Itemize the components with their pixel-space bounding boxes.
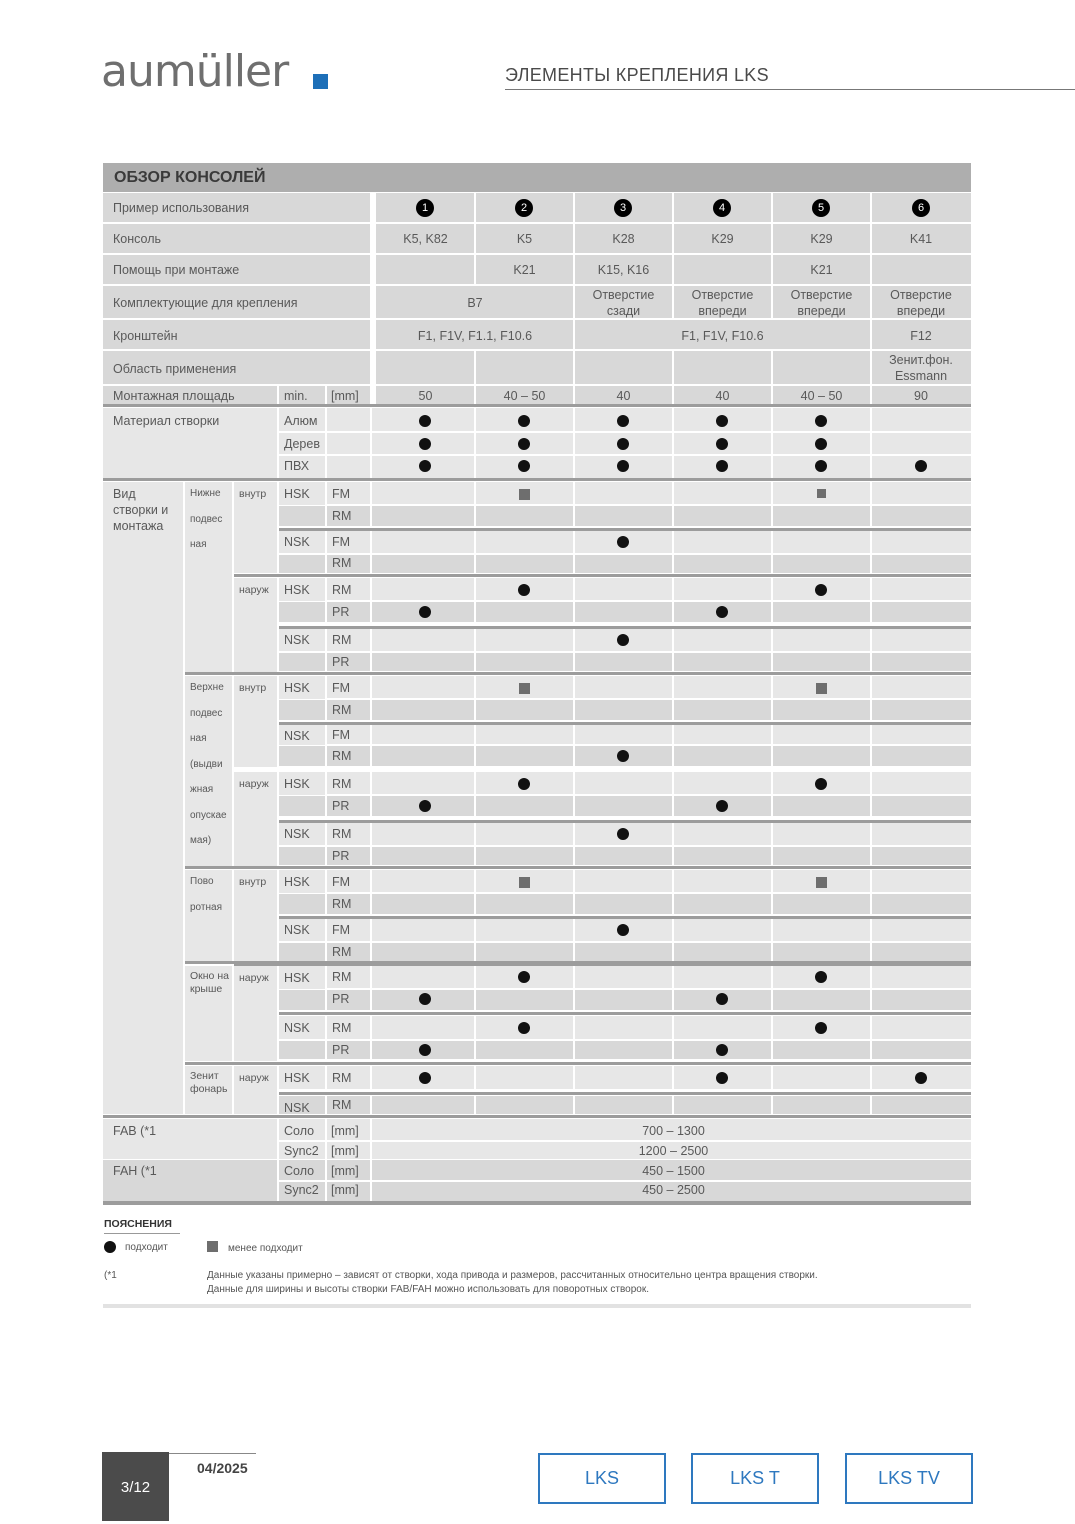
sub-type-label: PR bbox=[332, 605, 350, 619]
row-divider bbox=[327, 988, 971, 990]
suitable-dot-icon bbox=[518, 971, 530, 983]
mount-side-label: наруж bbox=[239, 778, 269, 790]
mount-side-label: наруж bbox=[239, 972, 269, 984]
suitable-dot-icon bbox=[915, 460, 927, 472]
fastening-value: Отверстие впереди bbox=[890, 288, 952, 318]
sensor-type-label: NSK bbox=[284, 1101, 310, 1115]
mounting-area-value: 40 bbox=[616, 389, 631, 403]
nav-button-lks-tv[interactable]: LKS TV bbox=[845, 1453, 973, 1504]
footnote-mark: (*1 bbox=[104, 1270, 117, 1281]
suitable-dot-icon bbox=[815, 1022, 827, 1034]
column-divider bbox=[573, 408, 575, 478]
nav-button-lks-t[interactable]: LKS T bbox=[691, 1453, 819, 1504]
suitable-dot-icon bbox=[815, 438, 827, 450]
application-value: Зенит.фон. Essmann bbox=[889, 353, 953, 383]
column-divider bbox=[771, 408, 773, 478]
row-separator bbox=[279, 528, 971, 531]
suitable-dot-icon bbox=[419, 1044, 431, 1056]
sensor-type-label: HSK bbox=[284, 1071, 310, 1085]
sensor-type-label: NSK bbox=[284, 729, 310, 743]
row-divider bbox=[327, 698, 971, 700]
section-title-text: ОБЗОР КОНСОЛЕЙ bbox=[114, 169, 266, 186]
bracket-value: F12 bbox=[910, 329, 932, 343]
less-suitable-square-icon bbox=[816, 683, 827, 694]
row-label-sash-material: Материал створки bbox=[113, 414, 220, 428]
suitable-dot-icon bbox=[815, 460, 827, 472]
less-suitable-square-icon bbox=[519, 489, 530, 500]
example-number-6-icon: 6 bbox=[912, 199, 930, 217]
row-separator bbox=[185, 1062, 971, 1065]
legend-underline bbox=[104, 1233, 180, 1234]
column-divider bbox=[325, 386, 327, 404]
row-separator bbox=[279, 916, 971, 919]
console-value: K41 bbox=[909, 232, 933, 246]
mounting-area-value: 40 – 50 bbox=[503, 389, 546, 403]
column-divider bbox=[277, 1119, 279, 1201]
mount-side-label: наруж bbox=[239, 1072, 269, 1084]
suitable-dot-icon bbox=[815, 971, 827, 983]
bracket-value: F1, F1V, F1.1, F10.6 bbox=[417, 329, 533, 343]
sub-type-label: RM bbox=[332, 583, 352, 597]
sub-type-label: RM bbox=[332, 970, 352, 984]
mount-side-label: внутр bbox=[239, 682, 267, 694]
less-suitable-square-icon bbox=[816, 877, 827, 888]
fastening-b7: B7 bbox=[467, 296, 483, 310]
row-divider bbox=[279, 431, 971, 433]
sash-material-item: Дерев bbox=[284, 437, 320, 451]
suitable-dot-icon bbox=[518, 460, 530, 472]
row-divider bbox=[279, 454, 971, 456]
example-number-4-icon: 4 bbox=[713, 199, 731, 217]
column-divider bbox=[325, 408, 327, 478]
column-divider bbox=[370, 408, 372, 478]
fastening-value: Отверстие впереди bbox=[790, 288, 853, 318]
sensor-type-label: NSK bbox=[284, 923, 310, 937]
row-divider bbox=[103, 384, 971, 386]
console-value: K28 bbox=[612, 232, 635, 246]
suitable-dot-icon bbox=[815, 415, 827, 427]
fah-solo-label: Соло bbox=[284, 1164, 315, 1178]
suitable-dot-icon bbox=[716, 415, 728, 427]
fab-unit: [mm] bbox=[331, 1124, 359, 1138]
row-divider bbox=[327, 553, 971, 555]
fah-unit: [mm] bbox=[331, 1183, 359, 1197]
document-title: ЭЛЕМЕНТЫ КРЕПЛЕНИЯ LKS bbox=[505, 65, 769, 85]
console-value: K5, K82 bbox=[403, 232, 448, 246]
sub-type-label: FM bbox=[332, 728, 351, 742]
brand-logo: aumüller bbox=[101, 46, 289, 97]
group-label-2: Верхне подвес ная (выдви жная опускае мая) bbox=[190, 682, 227, 846]
row-divider bbox=[327, 892, 971, 894]
column-divider bbox=[325, 1119, 327, 1201]
row-divider bbox=[279, 1140, 971, 1142]
fab-solo-value: 700 – 1300 bbox=[642, 1124, 705, 1138]
suitable-dot-icon bbox=[419, 1072, 431, 1084]
row-divider bbox=[103, 349, 971, 351]
sub-type-label: PR bbox=[332, 849, 350, 863]
row-label-example: Пример использования bbox=[113, 201, 250, 215]
row-separator bbox=[234, 574, 971, 577]
row-separator bbox=[279, 722, 971, 725]
row-divider bbox=[327, 1039, 971, 1041]
suitable-dot-icon bbox=[419, 415, 431, 427]
sensor-type-label: HSK bbox=[284, 777, 310, 791]
bottom-rule bbox=[103, 1304, 971, 1308]
sub-type-label: PR bbox=[332, 799, 350, 813]
fastening-value: Отверстие сзади bbox=[592, 288, 655, 318]
row-label-console: Консоль bbox=[113, 232, 162, 246]
suitable-dot-icon bbox=[716, 1072, 728, 1084]
row-divider bbox=[327, 845, 971, 847]
row-separator bbox=[185, 672, 971, 675]
sensor-type-label: NSK bbox=[284, 1021, 310, 1035]
column-divider bbox=[870, 408, 872, 478]
mounting-area-value: 50 bbox=[418, 389, 433, 403]
sub-type-label: FM bbox=[332, 875, 351, 889]
sensor-type-label: HSK bbox=[284, 875, 310, 889]
sub-type-label: FM bbox=[332, 535, 351, 549]
fab-unit: [mm] bbox=[331, 1144, 359, 1158]
suitable-dot-icon bbox=[617, 750, 629, 762]
column-divider bbox=[277, 408, 279, 478]
row-separator bbox=[103, 404, 971, 407]
row-label-fastening: Комплектующие для крепления bbox=[113, 296, 298, 310]
suitable-dot-icon bbox=[617, 536, 629, 548]
suitable-dot-icon bbox=[419, 438, 431, 450]
fah-sync-value: 450 – 2500 bbox=[642, 1183, 705, 1197]
row-separator bbox=[279, 1092, 971, 1095]
section-title bbox=[103, 163, 971, 192]
column-divider bbox=[183, 482, 185, 1114]
fastening-value: Отверстие впереди bbox=[691, 288, 754, 318]
column-divider bbox=[771, 286, 773, 319]
example-number-1-icon: 1 bbox=[416, 199, 434, 217]
suitable-dot-icon bbox=[617, 924, 629, 936]
mounting-aid-value: K21 bbox=[513, 263, 536, 277]
console-value: K29 bbox=[711, 232, 734, 246]
sub-type-label: RM bbox=[332, 945, 352, 959]
row-separator bbox=[185, 961, 971, 964]
suitable-dot-icon bbox=[419, 606, 431, 618]
suitable-dot-icon bbox=[617, 438, 629, 450]
row-label-mounting-area: Монтажная площадь bbox=[113, 389, 235, 403]
suitable-dot-icon bbox=[104, 1241, 116, 1253]
suitable-dot-icon bbox=[716, 460, 728, 472]
mounting-area-value: 40 – 50 bbox=[800, 389, 843, 403]
suitable-dot-icon bbox=[518, 584, 530, 596]
suitable-dot-icon bbox=[915, 1072, 927, 1084]
row-separator bbox=[279, 820, 971, 823]
mounting-aid-value: K15, K16 bbox=[597, 263, 650, 277]
example-number-2-icon: 2 bbox=[515, 199, 533, 217]
sub-type-label: RM bbox=[332, 777, 352, 791]
row-label-application: Область применения bbox=[113, 362, 237, 376]
suitable-dot-icon bbox=[419, 993, 431, 1005]
fab-label: FAB (*1 bbox=[113, 1124, 157, 1138]
group-label-4: Окно на крыше bbox=[190, 970, 229, 995]
sub-type-label: RM bbox=[332, 827, 352, 841]
console-value: K5 bbox=[516, 232, 533, 246]
sash-material-item: ПВХ bbox=[284, 459, 310, 473]
fah-solo-value: 450 – 1500 bbox=[642, 1164, 705, 1178]
sub-type-label: RM bbox=[332, 556, 352, 570]
nav-button-lks[interactable]: LKS bbox=[538, 1453, 666, 1504]
column-divider bbox=[672, 408, 674, 478]
mount-side-label: внутр bbox=[239, 488, 267, 500]
sub-type-label: RM bbox=[332, 633, 352, 647]
mount-side-label: внутр bbox=[239, 876, 267, 888]
sensor-type-label: HSK bbox=[284, 487, 310, 501]
column-divider bbox=[277, 386, 279, 404]
group-label-5: Зенит фонарь bbox=[190, 1070, 228, 1095]
row-divider bbox=[327, 941, 971, 943]
row-divider bbox=[327, 504, 971, 506]
mounting-area-value: 40 bbox=[715, 389, 730, 403]
group-label-1: Нижне подвес ная bbox=[190, 488, 223, 550]
legend-title: ПОЯСНЕНИЯ bbox=[104, 1218, 172, 1230]
suitable-dot-icon bbox=[518, 1022, 530, 1034]
sub-type-label: FM bbox=[332, 487, 351, 501]
less-suitable-square-icon bbox=[519, 683, 530, 694]
less-suitable-square-icon bbox=[207, 1241, 218, 1252]
legend-less-suitable: менее подходит bbox=[228, 1243, 303, 1254]
mounting-area-min: min. bbox=[284, 389, 308, 403]
fah-label: FAH (*1 bbox=[113, 1164, 157, 1178]
less-suitable-square-icon bbox=[519, 877, 530, 888]
sash-material-item: Алюм bbox=[284, 414, 318, 428]
suitable-dot-icon bbox=[815, 778, 827, 790]
row-separator bbox=[103, 1115, 971, 1118]
sub-type-label: PR bbox=[332, 1043, 350, 1057]
column-divider bbox=[870, 286, 872, 319]
suitable-dot-icon bbox=[617, 634, 629, 646]
row-divider bbox=[103, 222, 971, 224]
example-number-3-icon: 3 bbox=[614, 199, 632, 217]
title-underline bbox=[505, 89, 1075, 90]
sensor-type-label: NSK bbox=[284, 535, 310, 549]
column-divider bbox=[672, 286, 674, 319]
row-label-sash-type: Вид створки и монтажа bbox=[113, 487, 169, 533]
row-divider bbox=[327, 744, 971, 746]
fab-solo-label: Соло bbox=[284, 1124, 315, 1138]
suitable-dot-icon bbox=[716, 438, 728, 450]
suitable-dot-icon bbox=[716, 606, 728, 618]
row-separator bbox=[185, 866, 971, 869]
sub-type-label: RM bbox=[332, 703, 352, 717]
issue-date: 04/2025 bbox=[197, 1460, 248, 1476]
sensor-type-label: HSK bbox=[284, 681, 310, 695]
legend-suitable: подходит bbox=[125, 1242, 168, 1253]
row-label-bracket: Кронштейн bbox=[113, 329, 178, 343]
console-value: K29 bbox=[810, 232, 833, 246]
mounting-area-unit: [mm] bbox=[331, 389, 359, 403]
suitable-dot-icon bbox=[815, 584, 827, 596]
sub-type-label: FM bbox=[332, 923, 351, 937]
row-divider bbox=[103, 284, 971, 286]
group-label-3: Пово ротная bbox=[190, 876, 222, 913]
row-divider bbox=[327, 600, 971, 602]
suitable-dot-icon bbox=[518, 778, 530, 790]
fah-sync-label: Sync2 bbox=[284, 1183, 319, 1197]
sensor-type-label: HSK bbox=[284, 583, 310, 597]
suitable-dot-icon bbox=[716, 1044, 728, 1056]
suitable-dot-icon bbox=[617, 460, 629, 472]
sash-material-block bbox=[103, 408, 971, 478]
footnote-line-2: Данные для ширины и высоты створки FAB/FAH можно использовать для поворотных створок. bbox=[207, 1284, 650, 1295]
logo-square-icon bbox=[313, 74, 328, 89]
date-rule bbox=[169, 1453, 256, 1454]
less-suitable-square-icon bbox=[817, 489, 826, 498]
suitable-dot-icon bbox=[419, 460, 431, 472]
sub-type-label: PR bbox=[332, 992, 350, 1006]
suitable-dot-icon bbox=[716, 800, 728, 812]
row-divider bbox=[103, 253, 971, 255]
sub-type-label: RM bbox=[332, 1071, 352, 1085]
suitable-dot-icon bbox=[518, 438, 530, 450]
sensor-type-label: HSK bbox=[284, 971, 310, 985]
table-bottom-rule bbox=[103, 1201, 971, 1205]
row-divider bbox=[327, 651, 971, 653]
mounting-area-value: 90 bbox=[914, 389, 928, 403]
column-divider bbox=[474, 408, 476, 478]
suitable-dot-icon bbox=[419, 800, 431, 812]
sub-type-label: RM bbox=[332, 1098, 352, 1112]
fab-sync-value: 1200 – 2500 bbox=[638, 1144, 709, 1158]
bracket-value: F1, F1V, F10.6 bbox=[681, 329, 764, 343]
example-number-5-icon: 5 bbox=[812, 199, 830, 217]
row-separator bbox=[279, 626, 971, 629]
suitable-dot-icon bbox=[716, 993, 728, 1005]
sensor-type-label: NSK bbox=[284, 633, 310, 647]
row-label-mounting-aid: Помощь при монтаже bbox=[113, 263, 240, 277]
mounting-aid-value: K21 bbox=[810, 263, 833, 277]
fab-sync-label: Sync2 bbox=[284, 1144, 319, 1158]
row-separator bbox=[279, 1012, 971, 1015]
row-divider bbox=[327, 794, 971, 796]
sub-type-label: PR bbox=[332, 655, 350, 669]
sash-type-label-cell bbox=[103, 482, 185, 1114]
sub-type-label: RM bbox=[332, 749, 352, 763]
suitable-dot-icon bbox=[617, 415, 629, 427]
column-divider bbox=[370, 1119, 372, 1201]
sub-type-label: RM bbox=[332, 897, 352, 911]
fah-unit: [mm] bbox=[331, 1164, 359, 1178]
mount-side-label: наруж bbox=[239, 584, 269, 596]
suitable-dot-icon bbox=[617, 828, 629, 840]
footnote-line-1: Данные указаны примерно – зависят от створки, хода привода и размеров, рассчитанных относительно центра вращения створки. bbox=[207, 1270, 818, 1281]
page-number: 3/12 bbox=[102, 1452, 169, 1521]
sub-type-label: RM bbox=[332, 509, 352, 523]
suitable-dot-icon bbox=[518, 415, 530, 427]
sub-type-label: FM bbox=[332, 681, 351, 695]
sub-type-label: RM bbox=[332, 1021, 352, 1035]
sensor-type-label: NSK bbox=[284, 827, 310, 841]
